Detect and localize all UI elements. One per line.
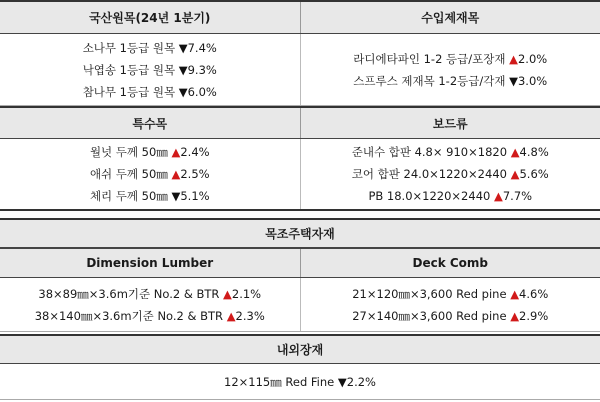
down-arrow-icon: ▼ bbox=[178, 40, 188, 55]
list-item: 월넛 두께 50㎜ ▲2.4% bbox=[89, 145, 210, 159]
up-arrow-icon: ▲ bbox=[510, 145, 520, 159]
dimension-lumber-list bbox=[0, 278, 300, 331]
domestic-log-title: 국산원목(24년 1분기) bbox=[89, 11, 211, 25]
change-pct: 4.6% bbox=[519, 286, 549, 301]
section2-header bbox=[0, 106, 600, 139]
change-pct: 2.2% bbox=[346, 375, 376, 389]
deck-comb-title: Deck Comb bbox=[412, 256, 488, 270]
boards-list bbox=[301, 139, 600, 209]
list-item: 낙엽송 1등급 원목 ▼9.3% bbox=[82, 62, 217, 77]
interior-exterior-title: 내외장재 bbox=[0, 334, 600, 364]
down-arrow-icon: ▼ bbox=[171, 189, 181, 203]
change-pct: 2.4% bbox=[180, 145, 210, 159]
change-pct: 2.0% bbox=[517, 51, 548, 66]
up-arrow-icon: ▲ bbox=[493, 189, 503, 203]
down-arrow-icon: ▼ bbox=[178, 62, 188, 77]
up-arrow-icon: ▲ bbox=[510, 167, 520, 181]
down-arrow-icon: ▼ bbox=[509, 73, 518, 88]
list-item: 38×140㎜×3.6m기준 No.2 & BTR ▲2.3% bbox=[34, 308, 265, 323]
change-pct: 4.8% bbox=[519, 145, 549, 159]
up-arrow-icon: ▲ bbox=[171, 145, 181, 159]
list-item: 라디에타파인 1-2 등급/포장재 ▲2.0% bbox=[353, 51, 548, 66]
specialty-wood-title: 특수목 bbox=[132, 116, 168, 131]
down-arrow-icon: ▼ bbox=[178, 84, 188, 99]
section3-body bbox=[0, 278, 600, 332]
change-pct: 9.3% bbox=[187, 62, 217, 77]
change-pct: 5.6% bbox=[519, 167, 549, 181]
change-pct: 3.0% bbox=[517, 73, 548, 88]
domestic-log-list bbox=[0, 34, 300, 105]
section3-subheader bbox=[0, 248, 600, 278]
dimension-lumber-title: Dimension Lumber bbox=[86, 256, 214, 270]
list-item: 21×120㎜×3,600 Red pine ▲4.6% bbox=[352, 286, 549, 301]
section1-header bbox=[0, 0, 600, 34]
list-item: 체리 두께 50㎜ ▼5.1% bbox=[89, 189, 210, 203]
wood-house-materials-title: 목조주택자재 bbox=[0, 218, 600, 248]
list-item: 코어 합판 24.0×1220×2440 ▲5.6% bbox=[351, 167, 549, 181]
section2-body bbox=[0, 139, 600, 211]
imported-lumber-title: 수입제재목 bbox=[421, 11, 480, 25]
change-pct: 2.9% bbox=[519, 308, 549, 323]
boards-title: 보드류 bbox=[432, 116, 468, 131]
list-item: 12×115㎜ Red Fine ▼2.2% bbox=[224, 375, 376, 389]
up-arrow-icon: ▲ bbox=[509, 51, 518, 66]
list-item: 준내수 합판 4.8× 910×1820 ▲4.8% bbox=[351, 145, 549, 159]
up-arrow-icon: ▲ bbox=[510, 308, 520, 323]
imported-lumber-list bbox=[301, 34, 600, 105]
list-item: 27×140㎜×3,600 Red pine ▲2.9% bbox=[352, 308, 549, 323]
up-arrow-icon: ▲ bbox=[226, 308, 236, 323]
list-item: PB 18.0×1220×2440 ▲7.7% bbox=[368, 189, 533, 203]
change-pct: 2.1% bbox=[231, 286, 262, 301]
list-item: 소나무 1등급 원목 ▼7.4% bbox=[82, 40, 217, 55]
change-pct: 6.0% bbox=[187, 84, 217, 99]
list-item: 스프루스 제재목 1-2등급/각재 ▼3.0% bbox=[353, 73, 548, 88]
up-arrow-icon: ▲ bbox=[510, 286, 520, 301]
up-arrow-icon: ▲ bbox=[223, 286, 232, 301]
down-arrow-icon: ▼ bbox=[337, 375, 347, 389]
change-pct: 2.3% bbox=[235, 308, 265, 323]
list-item: 참나무 1등급 원목 ▼6.0% bbox=[82, 84, 217, 99]
change-pct: 7.7% bbox=[502, 189, 533, 203]
change-pct: 5.1% bbox=[180, 189, 210, 203]
list-item: 38×89㎜×3.6m기준 No.2 & BTR ▲2.1% bbox=[38, 286, 262, 301]
list-item: 애쉬 두께 50㎜ ▲2.5% bbox=[89, 167, 210, 181]
change-pct: 7.4% bbox=[187, 40, 217, 55]
section4-body bbox=[0, 364, 600, 400]
specialty-wood-list bbox=[0, 139, 300, 209]
section1-body bbox=[0, 34, 600, 106]
change-pct: 2.5% bbox=[180, 167, 210, 181]
deck-comb-list bbox=[301, 278, 600, 331]
up-arrow-icon: ▲ bbox=[171, 167, 181, 181]
